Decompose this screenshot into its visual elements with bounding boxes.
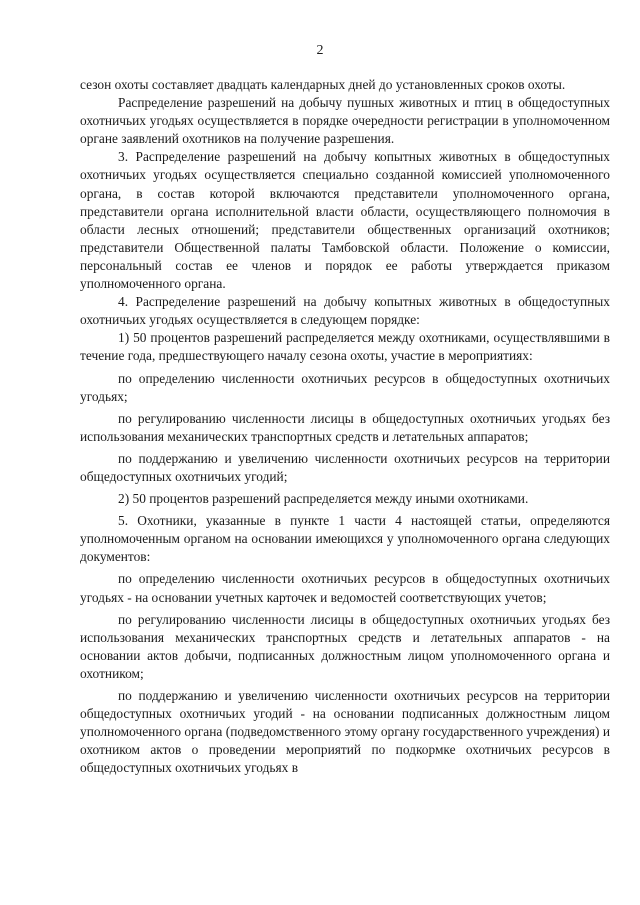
paragraph-4-order: 4. Распределение разрешений на добычу копытных животных в общедоступных охотничьих угодьях осуществляется в следующем порядке: (80, 294, 610, 328)
paragraph-5-documents: 5. Охотники, указанные в пункте 1 части 4 настоящей статьи, определяются уполномоченным органом на основании имеющихся у уполномоченного органа следующих документов: (80, 513, 610, 565)
paragraph-continuation: сезон охоты составляет двадцать календарных дней до установленных сроков охоты. (80, 77, 566, 92)
list-item-census-documents: по определению численности охотничьих ресурсов в общедоступных охотничьих угодьях - на основании учетных карточек и ведомостей соответствующих учетов; (80, 571, 610, 605)
paragraph-fur-permits: Распределение разрешений на добычу пушных животных и птиц в общедоступных охотничьих угодьях осуществляется в порядке очередности регистрации в уполномоченном органе заявлений охотников на получение разрешения. (80, 95, 610, 147)
list-item-fox-regulation: по регулированию численности лисицы в общедоступных охотничьих угодьях без использования механических транспортных средств и летательных аппаратов; (80, 410, 610, 444)
paragraph-4-2-other-hunters: 2) 50 процентов разрешений распределяется между иными охотниками. (118, 491, 529, 507)
page-number: 2 (316, 43, 324, 58)
paragraph-4-1-fifty-percent: 1) 50 процентов разрешений распределяется между охотниками, осуществлявшими в течение года, предшествующего началу сезона охоты, участие в мероприятиях: (80, 330, 610, 364)
list-item-maintenance: по поддержанию и увеличению численности охотничьих ресурсов на территории общедоступных охотничьих угодий; (80, 450, 610, 484)
list-item-maintenance-documents: по поддержанию и увеличению численности охотничьих ресурсов на территории общедоступных охотничьих угодий - на основании подписанных должностным лицом уполномоченного органа (подведомственного этому органу государственного учреждения) и охотником актов о проведении мероприятий по подкормке охотничьих ресурсов в общедоступных охотничьих угодьях в (80, 688, 610, 776)
paragraph-3-commission: 3. Распределение разрешений на добычу копытных животных в общедоступных охотничьих угодьях осуществляется специально созданной комиссией уполномоченного органа, в состав которой включаются представители уполномоченного органа, представители органа исполнительной власти области, осуществляющего полномочия в области лесных отношений; представители общественных организаций охотников; представители Общественной палаты Тамбовской области. Положение о комиссии, персональный состав ее членов и порядок ее работы утверждается приказом уполномоченного органа. (80, 149, 610, 292)
list-item-census: по определению численности охотничьих ресурсов в общедоступных охотничьих угодьях; (80, 370, 610, 404)
document-body (80, 76, 610, 777)
list-item-fox-documents: по регулированию численности лисицы в общедоступных охотничьих угодьях без использования механических транспортных средств и летательных аппаратов - на основании актов добычи, подписанных должностным лицом уполномоченного органа и охотником; (80, 611, 610, 681)
